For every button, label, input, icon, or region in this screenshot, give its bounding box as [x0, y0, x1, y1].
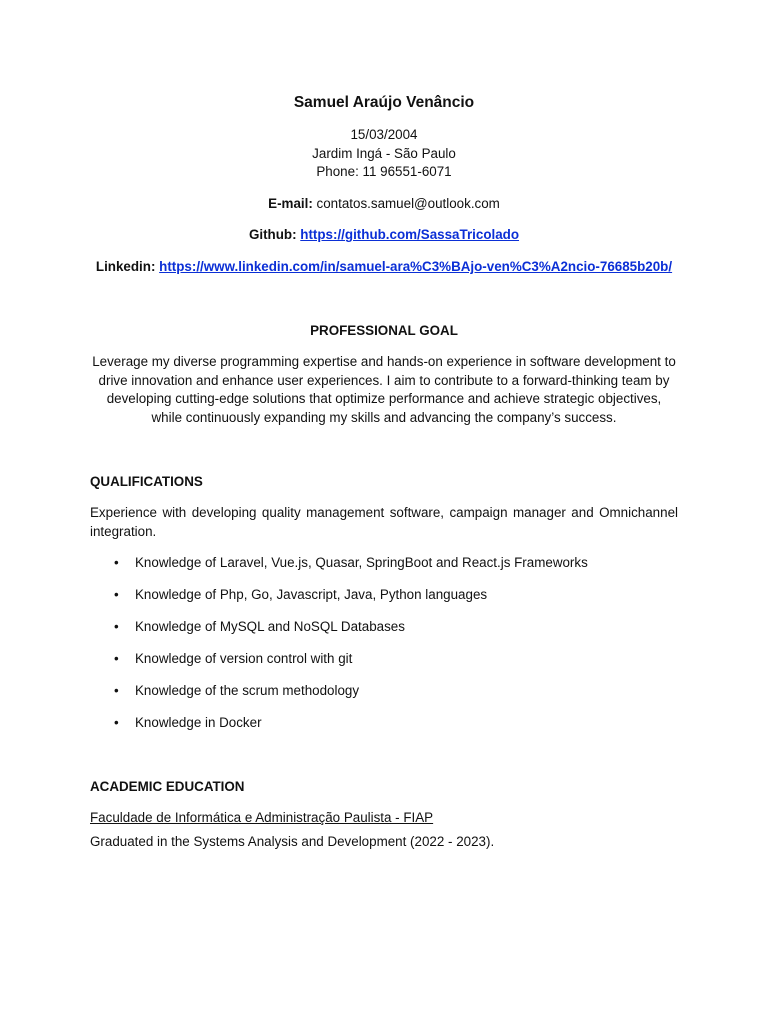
list-item-text: Knowledge of MySQL and NoSQL Databases [135, 619, 405, 635]
bullet-icon: • [114, 619, 119, 635]
qualifications-title: QUALIFICATIONS [90, 473, 203, 489]
academic-education-title: ACADEMIC EDUCATION [90, 778, 245, 794]
birth-date: 15/03/2004 [350, 127, 418, 142]
professional-goal-section [90, 322, 678, 428]
resume-content [90, 92, 678, 851]
academic-education-section [90, 778, 678, 852]
email-value[interactable]: contatos.samuel@outlook.com [312, 195, 500, 211]
phone: Phone: 11 96551-6071 [316, 164, 452, 180]
bullet-icon: • [114, 555, 119, 571]
list-item-text: Knowledge of the scrum methodology [135, 682, 360, 698]
professional-goal-title: PROFESSIONAL GOAL [310, 322, 458, 338]
list-item [90, 714, 678, 733]
list-item [90, 682, 678, 701]
list-item [90, 554, 678, 573]
bullet-icon: • [114, 714, 119, 730]
list-item [90, 618, 678, 637]
institution-name: Faculdade de Informática e Administração Paulista - FIAP [90, 810, 434, 826]
linkedin-row [86, 258, 682, 277]
linkedin-link[interactable]: https://www.linkedin.com/in/samuel-ara%C3%BAjo-ven%C3%A2ncio-76685b20b/ [159, 258, 673, 274]
list-item [90, 586, 678, 605]
education-detail: Graduated in the Systems Analysis and Development (2022 - 2023). [90, 833, 495, 849]
resume-header [90, 92, 678, 277]
bullet-icon: • [114, 650, 119, 666]
github-link[interactable]: https://github.com/SassaTricolado [300, 227, 520, 243]
location: Jardim Ingá - São Paulo [312, 145, 456, 161]
list-item [90, 650, 678, 669]
list-item-text: Knowledge of Laravel, Vue.js, Quasar, SpringBoot and React.js Frameworks [135, 555, 588, 571]
list-item-text: Knowledge in Docker [135, 714, 262, 730]
professional-goal-text: Leverage my diverse programming expertise and hands-on experience in software development to drive innovation and enhance user experiences. I aim to contribute to a forward-thinking team by developing cutting-edge solutions that optimize performance and achieve strategic objectives, while continuously expanding my skills and advancing the company’s success. [92, 354, 676, 425]
list-item-text: Knowledge of version control with git [135, 650, 353, 666]
linkedin-label: Linkedin: [95, 258, 156, 274]
github-row [90, 226, 678, 245]
bullet-icon: • [114, 682, 119, 698]
email-label: E-mail: [268, 195, 313, 211]
list-item-text: Knowledge of Php, Go, Javascript, Java, Python languages [135, 587, 488, 603]
email-row [90, 195, 678, 214]
qualifications-intro: Experience with developing quality management software, campaign manager and Omnichannel integration. [90, 505, 678, 539]
bullet-icon: • [114, 587, 119, 603]
qualifications-list [90, 554, 678, 732]
github-label: Github: [248, 227, 297, 243]
qualifications-section [90, 473, 678, 733]
candidate-name: Samuel Araújo Venâncio [293, 94, 475, 111]
